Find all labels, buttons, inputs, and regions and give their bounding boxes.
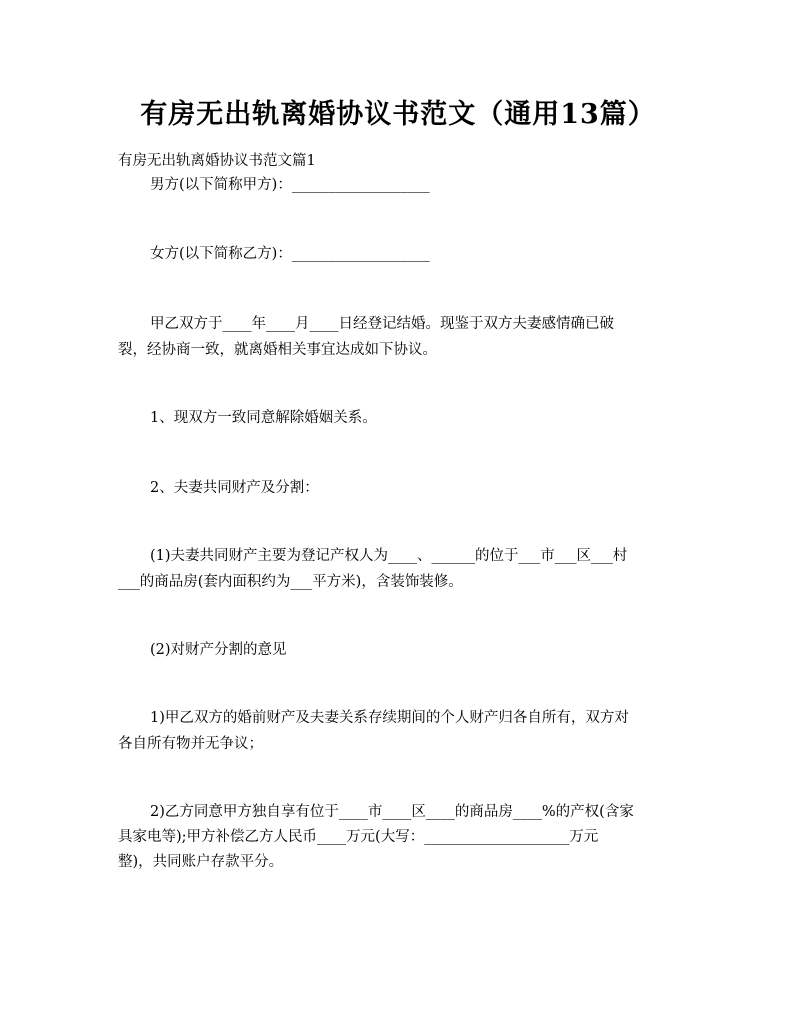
female-party-line: 女方(以下简称乙方)：___________________ bbox=[150, 246, 430, 262]
paragraph-line: ___的商品房(套内面积约为___平方米)，含装饰装修。 bbox=[118, 574, 463, 590]
paragraph-line: 甲乙双方于____年____月____日经登记结婚。现鉴于双方夫妻感情确已破 bbox=[150, 316, 614, 332]
paragraph-line: 各自所有物并无争议； bbox=[118, 736, 263, 752]
paragraph-line: 裂，经协商一致，就离婚相关事宜达成如下协议。 bbox=[118, 342, 437, 358]
male-party-line: 男方(以下简称甲方)：___________________ bbox=[150, 177, 430, 193]
document-title: 有房无出轨离婚协议书范文（通用13篇） bbox=[140, 99, 656, 130]
sub-clause-heading: (2)对财产分割的意见 bbox=[150, 642, 287, 658]
paragraph-line: 2)乙方同意甲方独自享有位于____市____区____的商品房____%的产权(含家 bbox=[150, 804, 634, 820]
clause-2: 2、夫妻共同财产及分割： bbox=[150, 480, 319, 496]
section-heading: 有房无出轨离婚协议书范文篇1 bbox=[118, 153, 316, 169]
paragraph-line: 整)，共同账户存款平分。 bbox=[118, 854, 284, 870]
paragraph-line: 1)甲乙双方的婚前财产及夫妻关系存续期间的个人财产归各自所有，双方对 bbox=[150, 710, 629, 726]
paragraph-line: (1)夫妻共同财产主要为登记产权人为____、______的位于___市___区___村 bbox=[150, 548, 628, 564]
paragraph-line: 具家电等);甲方补偿乙方人民币____万元(大写：____________________万元 bbox=[118, 829, 599, 845]
clause-1: 1、现双方一致同意解除婚姻关系。 bbox=[150, 410, 377, 426]
